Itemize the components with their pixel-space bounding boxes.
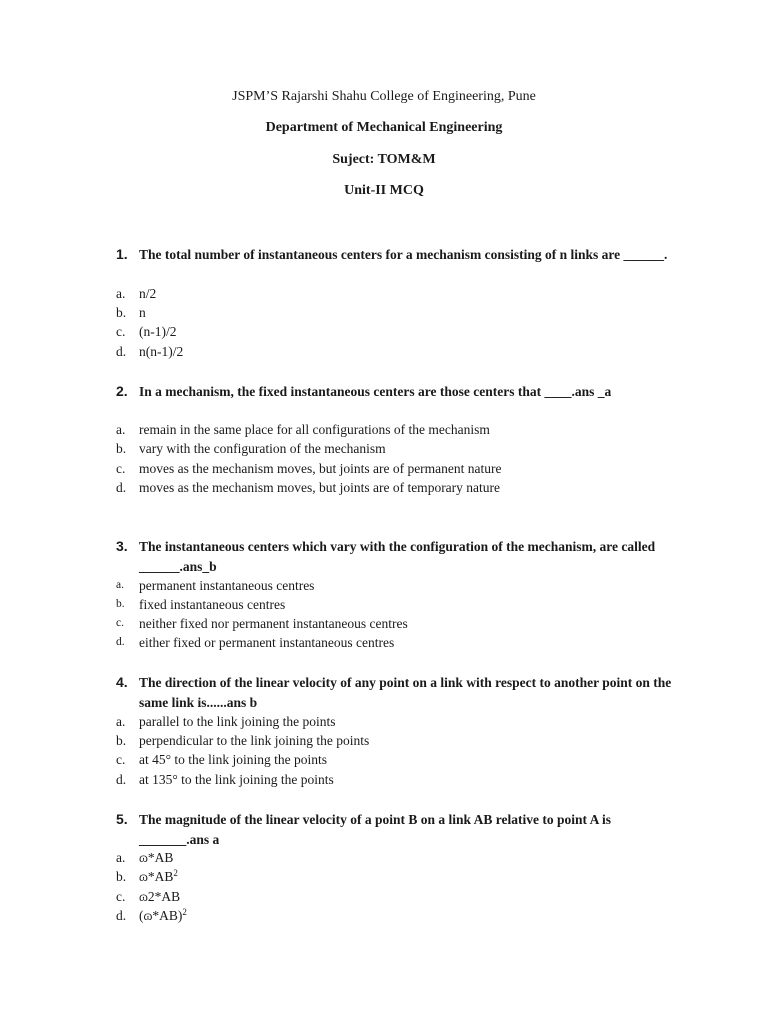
option-letter: c. <box>116 889 126 904</box>
option-text: (n-1)/2 <box>139 324 177 339</box>
option-text: at 45° to the link joining the points <box>139 752 328 767</box>
option-letter: d. <box>116 908 127 923</box>
department-title: Department of Mechanical Engineering <box>265 120 503 135</box>
option-text: neither fixed nor permanent instantaneous centres <box>139 616 408 631</box>
option-letter: b. <box>116 441 127 456</box>
option-text: n(n-1)/2 <box>139 344 184 359</box>
option-letter: c. <box>116 461 126 476</box>
option-text <box>139 867 178 887</box>
option-text: perpendicular to the link joining the points <box>139 733 370 748</box>
option-text: n/2 <box>139 286 157 301</box>
superscript-exponent: 2 <box>182 907 187 917</box>
option-letter: b. <box>116 598 125 610</box>
option-letter: a. <box>116 850 126 865</box>
option-text: permanent instantaneous centres <box>139 578 315 593</box>
option-text: fixed instantaneous centres <box>139 597 286 612</box>
question-text: In a mechanism, the fixed instantaneous centers are those centers that ____.ans _a <box>139 384 612 399</box>
option-letter: d. <box>116 772 127 787</box>
option-text: vary with the configuration of the mechanism <box>139 441 386 456</box>
option-text: moves as the mechanism moves, but joints are of permanent nature <box>139 461 502 476</box>
option-letter: c. <box>116 324 126 339</box>
option-text: moves as the mechanism moves, but joints are of temporary nature <box>139 480 501 495</box>
option-letter: b. <box>116 733 127 748</box>
option-text <box>139 906 187 926</box>
option-text-base: (ɷ*AB) <box>139 908 183 923</box>
option-text: ɷ*AB <box>139 850 174 865</box>
question-text: The total number of instantaneous centers for a mechanism consisting of n links are ______. <box>139 247 668 262</box>
unit-title: Unit-II MCQ <box>344 183 424 198</box>
college-title: JSPM’S Rajarshi Shahu College of Engineering, Pune <box>232 89 536 104</box>
option-text: remain in the same place for all configurations of the mechanism <box>139 422 490 437</box>
option-letter: c. <box>116 752 126 767</box>
option-text: either fixed or permanent instantaneous centres <box>139 635 395 650</box>
option-text: ɷ2*AB <box>139 889 181 904</box>
option-letter: b. <box>116 305 127 320</box>
question-text: The instantaneous centers which vary with the configuration of the mechanism, are called ______.ans_b <box>139 539 656 574</box>
question-text: The magnitude of the linear velocity of a point B on a link AB relative to point A is _______.ans a <box>139 812 612 847</box>
question-number: 1. <box>116 246 128 262</box>
option-text: parallel to the link joining the points <box>139 714 336 729</box>
question-number: 2. <box>116 383 128 399</box>
option-text: n <box>139 305 146 320</box>
option-text-base: ɷ*AB <box>139 869 174 884</box>
question-number: 4. <box>116 674 128 690</box>
option-letter: a. <box>116 714 126 729</box>
superscript-exponent: 2 <box>173 868 178 878</box>
option-letter: d. <box>116 344 127 359</box>
question-text: The direction of the linear velocity of any point on a link with respect to another point on the same link is......ans b <box>139 675 672 710</box>
option-letter: d. <box>116 636 125 648</box>
option-letter: c. <box>116 617 124 629</box>
option-letter: d. <box>116 480 127 495</box>
option-letter: b. <box>116 869 127 884</box>
question-number: 5. <box>116 811 128 827</box>
option-letter: a. <box>116 579 124 591</box>
option-letter: a. <box>116 286 126 301</box>
question-number: 3. <box>116 538 128 554</box>
subject-title: Suject: TOM&M <box>332 152 436 167</box>
option-letter: a. <box>116 422 126 437</box>
option-text: at 135° to the link joining the points <box>139 772 334 787</box>
